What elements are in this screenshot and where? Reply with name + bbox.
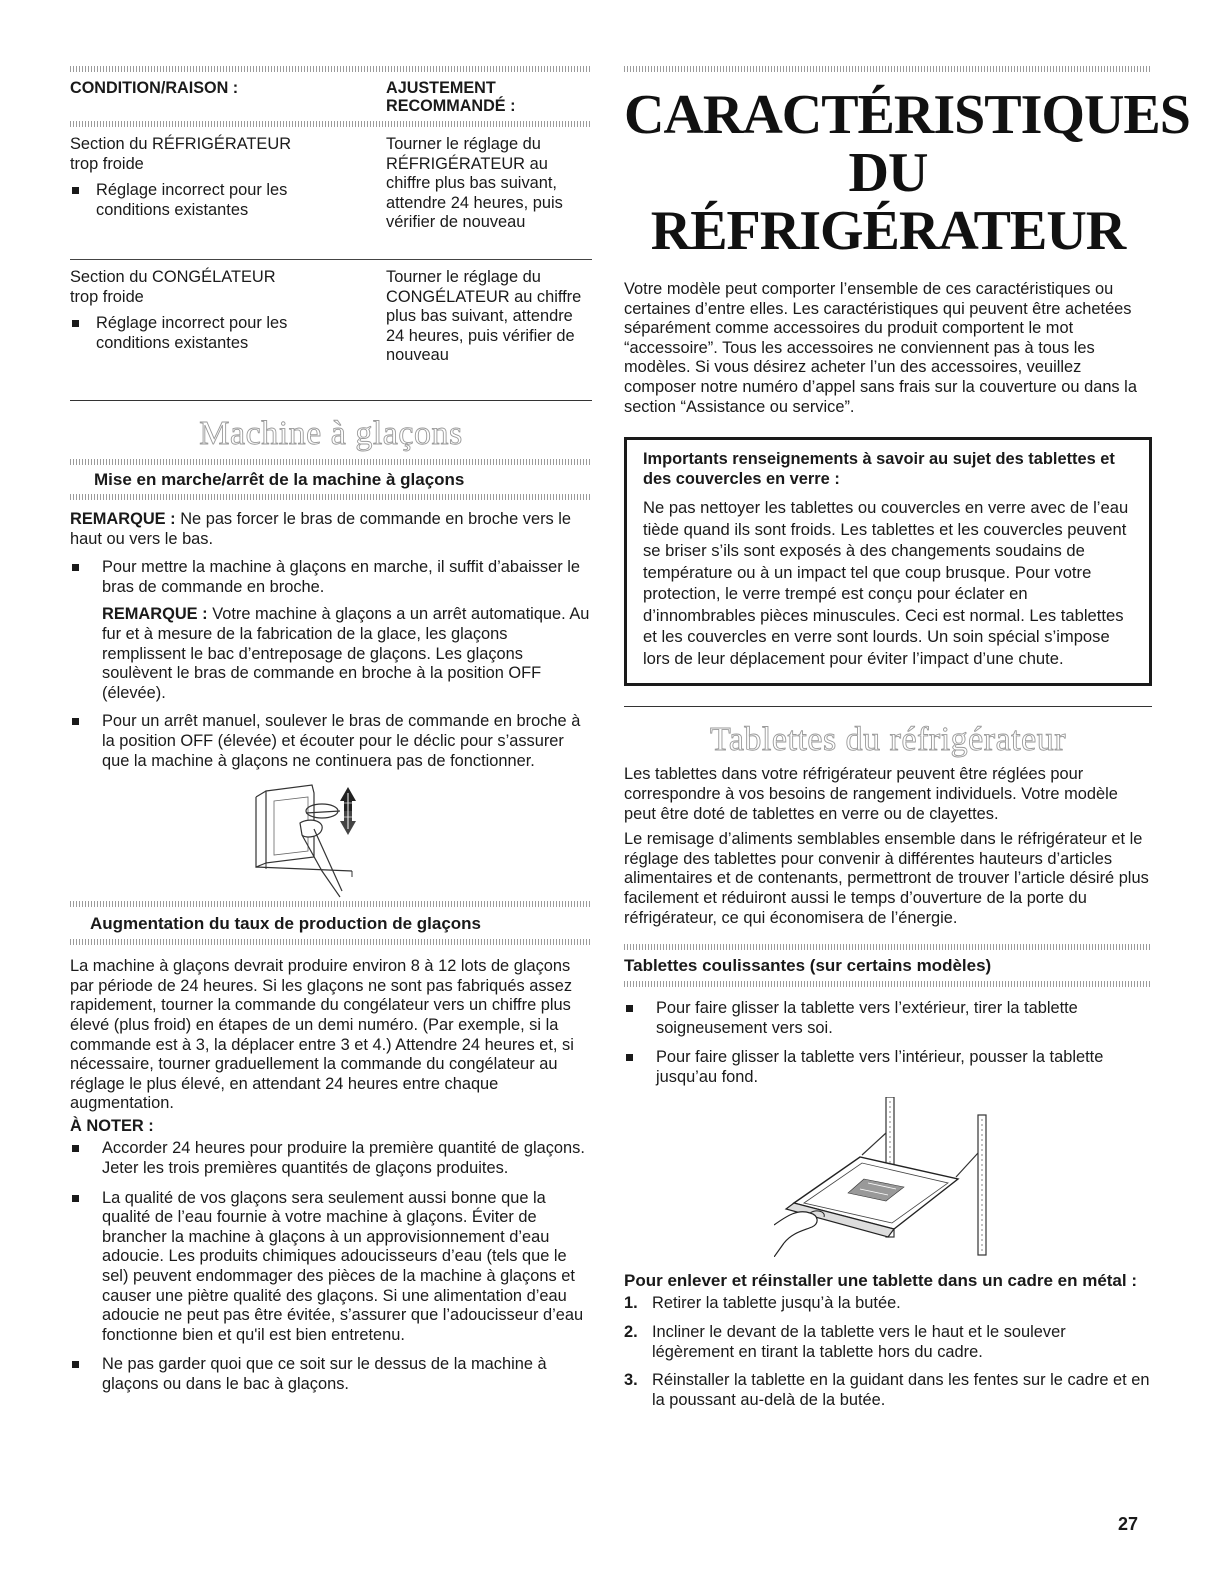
list-item: La qualité de vos glaçons sera seulement aussi bonne que la qualité de l’eau fournie à votre machine à glaçons. Éviter de brancher la machine à glaçons à un approvisionnement d’eau adoucie. Les produits chimiques adoucisseurs d’eau (tels que le sel) peuvent endommager des pièces de la machine à glaçons et causer une piètre qualité des glaçons. Si une alimentation d’eau adoucie ne peut pas être évitée, s’assurer que l’adoucisseur d’eau fonctionne bien et qu'il est bien entretenu. [70,1189,592,1346]
remove-shelf-heading: Pour enlever et réinstaller une tablette dans un cadre en métal : [624,1271,1137,1291]
list-item: Accorder 24 heures pour produire la première quantité de glaçons. Jeter les trois premières quantités de glaçons produites. [70,1139,592,1178]
list-item: Ne pas garder quoi que ce soit sur le dessus de la machine à glaçons ou dans le bac à glaçons. [70,1355,592,1394]
icemaker-on-off-heading: Mise en marche/arrêt de la machine à glaçons [94,470,465,489]
features-intro: Votre modèle peut comporter l’ensemble de ces caractéristiques ou certaines d’entre elles. Les caractéristiques qui peuvent être achetées séparément comme accessoires du produit comportent le mot “accessoire”. Tous les accessoires ne conviennent pas à tous les modèles. Si vous désirez acheter l’un des accessoires, veuillez composer notre numéro d’appel sans frais sur la couverture ou dans la section “Assistance ou service”. [624,280,1137,416]
icemaker-arm-illustration [252,781,382,899]
list-item: Réglage incorrect pour les conditions existantes [70,181,310,220]
adjust-cell: Tourner le réglage du RÉFRIGÉRATEUR au chiffre plus bas suivant, attendre 24 heures, puis vérifier de nouveau [386,135,563,232]
page-number: 27 [1118,1514,1139,1534]
production-paragraph: La machine à glaçons devrait produire environ 8 à 12 lots de glaçons par période de 24 heures. Si les glaçons ne sont pas fabriqués assez rapidement, tourner la commande du congélateur vers un chiffre plus élevé (plus froid) en étapes de un demi numéro. (Par exemple, si la commande est à 3, la déplacer entre 3 et 4.) Attendre 24 heures et, si nécessaire, tourner graduellement la commande du congélateur au réglage le plus élevé, en attendant 24 heures entre chaque augmentation. [70,957,574,1113]
remark-paragraph: REMARQUE : Ne pas forcer le bras de commande en broche vers le haut ou vers le bas. [70,510,572,548]
features-title: CARACTÉRISTIQUES DU RÉFRIGÉRATEUR [624,84,1190,262]
adjust-header: AJUSTEMENT RECOMMANDÉ : [386,79,516,115]
list-item: Pour faire glisser la tablette vers l’intérieur, pousser la tablette jusqu’au fond. [624,1048,1152,1087]
warning-box-title: Importants renseignements à savoir au sujet des tablettes et des couvercles en verre : [643,450,1115,488]
dotted-rule [70,901,592,907]
list-item: 3. Réinstaller la tablette en la guidant dans les fentes sur le cadre et en la poussant au-delà de la butée. [624,1371,1150,1409]
table-row [70,135,592,245]
adjust-cell: Tourner le réglage du CONGÉLATEUR au chiffre plus bas suivant, attendre 24 heures, puis vérifier de nouveau [386,268,582,365]
dotted-rule [624,944,1152,950]
right-column [624,66,1190,1410]
warning-box-text: Ne pas nettoyer les tablettes ou couvercles en verre avec de l’eau tiède quand ils sont froids. Les tablettes et les couvercles peuvent se briser s’ils sont exposés à des changements soudains de température ou à un impact tel que coup brusque. Pour votre protection, le verre trempé est conçu pour éclater en d’innombrables pièces minuscules. Ceci est normal. Les tablettes et les couvercles en verre sont lourds. Un soin spécial s’impose lors de leur déplacement pour éviter l’impact d’une chute. [643,498,1129,668]
left-column [70,66,592,1395]
list-item: Réglage incorrect pour les conditions existantes [70,314,310,353]
glass-warning-box [624,437,1152,686]
dotted-rule [70,459,592,465]
row-divider [70,259,592,260]
dotted-rule [624,66,1152,72]
shelves-paragraph: Le remisage d’aliments semblables ensemble dans le réfrigérateur et le réglage des tablettes pour convenir à différentes hauteurs d’articles alimentaires et de contenants, permettront de trouver l’article désiré plus facilement et réduiront aussi le temps d’ouverture de la porte du réfrigérateur, ce qui économisera de l’énergie. [624,830,1149,927]
sliding-shelf-icon [774,1097,1004,1257]
condition-cell: Section du RÉFRIGÉRATEUR trop froide Réglage incorrect pour les conditions existantes [70,135,386,245]
shelves-section-title: Tablettes du réfrigérateur [709,721,1067,759]
production-rate-heading: Augmentation du taux de production de glaçons [90,914,482,934]
list-item: Pour un arrêt manuel, soulever le bras de commande en broche à la position OFF (élevée) et écouter pour le déclic pour s’assurer que la machine à glaçons ne continuera pas de fonctionner. [70,712,592,771]
condition-header: CONDITION/RAISON : [70,79,239,97]
section-rule [70,400,592,401]
shelf-illustration [774,1097,1004,1257]
dotted-rule [70,939,592,945]
list-item: Pour faire glisser la tablette vers l’extérieur, tirer la tablette soigneusement vers soi. [624,999,1152,1038]
icemaker-arm-icon [252,781,382,899]
dotted-rule [70,121,592,127]
list-item: 2. Incliner le devant de la tablette vers le haut et le soulever légèrement en tirant la tablette hors du cadre. [624,1323,1066,1361]
table-header [70,79,592,115]
icemaker-section-title: Machine à glaçons [199,415,463,452]
section-rule [624,706,1152,707]
shelves-paragraph: Les tablettes dans votre réfrigérateur peuvent être réglées pour correspondre à vos besoins de rangement individuels. Votre modèle peut être doté de tablettes en verre ou de clayettes. [624,765,1118,823]
condition-cell: Section du CONGÉLATEUR trop froide Réglage incorrect pour les conditions existantes [70,268,386,378]
list-item: 1. Retirer la tablette jusqu’à la butée. [624,1294,901,1313]
dotted-rule [70,494,592,500]
sliding-shelves-heading: Tablettes coulissantes (sur certains modèles) [624,956,992,976]
dotted-rule [624,981,1152,987]
note-label: À NOTER : [70,1116,154,1135]
remark-paragraph: REMARQUE : Votre machine à glaçons a un arrêt automatique. Au fur et à mesure de la fabrication de la glace, les glaçons remplissent le bac d’entreposage de glaçons. Les glaçons soulèvent le bras de commande en broche à la position OFF (élevée). [102,605,590,702]
table-row [70,268,592,378]
dotted-rule [70,66,592,72]
list-item: Pour mettre la machine à glaçons en marche, il suffit d’abaisser le bras de commande en broche. [70,558,592,597]
